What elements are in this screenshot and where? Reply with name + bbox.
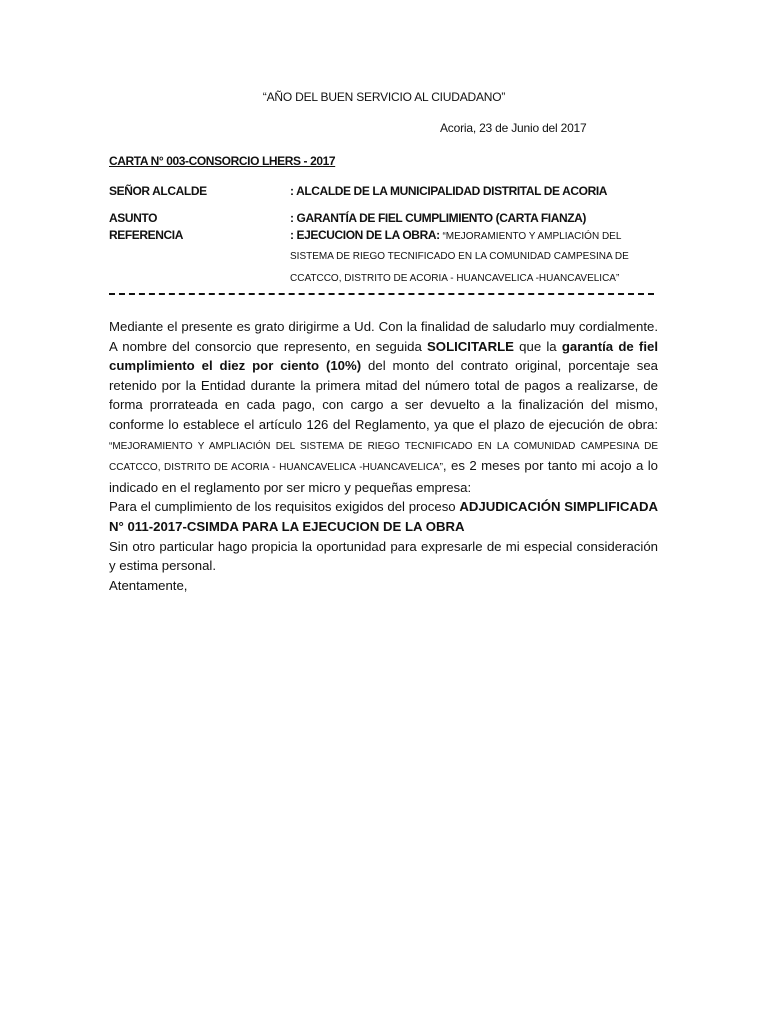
- separator-line: [109, 293, 654, 295]
- recipient-value: : ALCALDE DE LA MUNICIPALIDAD DISTRITAL DE ACORIA: [290, 184, 608, 198]
- paragraph-emphasis: SOLICITARLE: [427, 338, 514, 354]
- reference-label: REFERENCIA: [109, 228, 184, 242]
- paragraph-text: del monto del contrato original, porcentaje sea retenido por la Entidad durante la primera mitad del número total de pagos a realizarse, de forma prorrateada en cada pago, con cargo a ser devuelto a la finalización del mismo, conforme lo establece el artículo 126 del Reglamento, ya que el plazo de ejecución de obra:: [109, 358, 658, 432]
- reference-value: [290, 228, 621, 242]
- paragraph-request: [109, 317, 658, 497]
- paragraph-text: Mediante el presente es grato dirigirme a Ud. Con la finalidad de saludarlo muy cordialmente. A nombre del consorcio que represento, en seguida: [109, 319, 658, 354]
- subject-value: : GARANTÍA DE FIEL CUMPLIMIENTO (CARTA FIANZA): [290, 211, 587, 225]
- recipient-label: SEÑOR ALCALDE: [109, 184, 207, 198]
- letter-number: CARTA N° 003-CONSORCIO LHERS - 2017: [109, 154, 336, 168]
- reference-value-bold: : EJECUCION DE LA OBRA:: [290, 228, 440, 242]
- paragraph-emphasis: garantía de fiel cumplimiento el diez por ciento (10%): [109, 338, 658, 374]
- paragraph-project-name: “MEJORAMIENTO Y AMPLIACIÓN DEL SISTEMA DE RIEGO TECNIFICADO EN LA COMUNIDAD CAMPESINA DE CCATCCO, DISTRITO DE ACORIA - HUANCAVELICA -HUANCAVELICA”: [109, 440, 658, 474]
- reference-value-line-1: “MEJORAMIENTO Y AMPLIACIÓN DEL: [439, 231, 622, 242]
- paragraph-text: que la: [513, 338, 562, 354]
- letter-body: [109, 317, 658, 576]
- place-date: Acoria, 23 de Junio del 2017: [440, 121, 587, 135]
- closing-salutation: Atentamente,: [109, 578, 188, 593]
- year-motto: “AÑO DEL BUEN SERVICIO AL CIUDADANO”: [262, 90, 506, 104]
- paragraph-text: Para el cumplimiento de los requisitos exigidos del proceso: [109, 499, 460, 515]
- paragraph-requirements: [109, 497, 658, 536]
- subject-label: ASUNTO: [109, 211, 158, 225]
- paragraph-farewell: Sin otro particular hago propicia la oportunidad para expresarle de mi especial consideración y estima personal.: [109, 538, 658, 574]
- reference-value-line-2: SISTEMA DE RIEGO TECNIFICADO EN LA COMUNIDAD CAMPESINA DE: [290, 251, 629, 262]
- reference-value-line-3: CCATCCO, DISTRITO DE ACORIA - HUANCAVELICA -HUANCAVELICA”: [290, 273, 620, 284]
- paragraph-emphasis: ADJUDICACIÓN SIMPLIFICADA N° 011-2017-CSIMDA PARA LA EJECUCION DE LA OBRA: [109, 499, 659, 534]
- paragraph-text: , es 2 meses por tanto mi acojo a lo indicado en el reglamento por ser micro y pequeñas empresa:: [109, 458, 658, 495]
